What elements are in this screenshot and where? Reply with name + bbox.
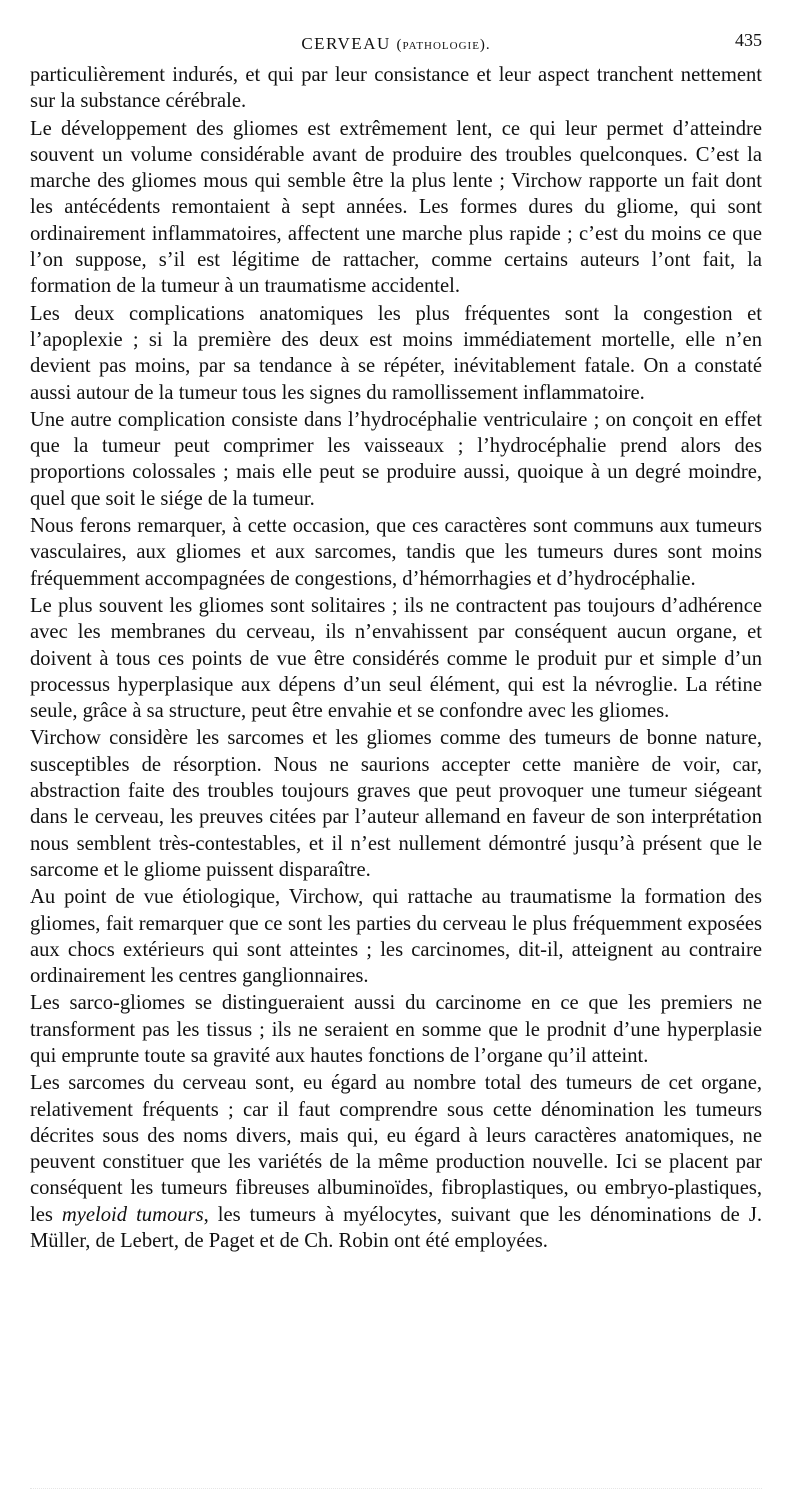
paragraph: Virchow considère les sarcomes et les gliomes comme des tumeurs de bonne nature, susceptibles de résorption. Nous ne saurions accepter cette manière de voir, car, abstraction faite des troubles toujours graves que peut provoquer une tumeur siégeant dans le cerveau, les preuves citées par l’auteur allemand en faveur de son interprétation nous semblent très-contestables, et il n’est nullement démontré jusqu’à présent que le sarcome et le gliome puissent disparaître.	[30, 727, 762, 881]
paragraph: Au point de vue étiologique, Virchow, qui rattache au traumatisme la formation des gliomes, fait remarquer que ce sont les parties du cerveau le plus fréquemment exposées aux chocs extérieurs qui sont atteintes ; les carcinomes, dit-il, atteignent au contraire ordinairement les centres ganglionnaires.	[30, 886, 762, 988]
paragraph-text: Les sarcomes du cerveau sont, eu égard au nombre total des tumeurs de cet organe, relativement fréquents ; car il faut comprendre sous cette dénomination les tumeurs décrites sous des noms divers, mais qui, eu égard à leurs caractères anatomiques, ne peuvent constituer que les variétés de la même production nouvelle. Ici se placent par conséquent les tumeurs fibreuses albuminoïdes, fibroplastiques, ou embryo-plastiques, les	[30, 1072, 762, 1226]
body-text	[30, 62, 762, 1254]
paragraph: Nous ferons remarquer, à cette occasion, que ces caractères sont communs aux tumeurs vasculaires, aux gliomes et aux sarcomes, tandis que les tumeurs dures sont moins fréquemment accompagnées de congestions, d’hémorrhagies et d’hydrocéphalie.	[30, 515, 762, 590]
paragraph: particulièrement indurés, et qui par leur consistance et leur aspect tranchent nettement sur la substance cérébrale.	[30, 64, 762, 113]
running-title-main: CERVEAU	[301, 34, 391, 53]
running-title	[30, 34, 762, 54]
paragraph: Le développement des gliomes est extrêmement lent, ce qui leur permet d’atteindre souvent un volume considérable avant de produire des troubles quelconques. C’est la marche des gliomes mous qui semble être la plus lente ; Virchow rapporte un fait dont les antécédents remontaient à sept années. Les formes dures du gliome, qui sont ordinairement inflammatoires, affectent une marche plus rapide ; c’est du moins ce que l’on suppose, s’il est légitime de rattacher, comme certains auteurs l’ont fait, la formation de la tumeur à un traumatisme accidentel.	[30, 117, 762, 298]
running-title-sub: (pathologie).	[396, 37, 491, 53]
paragraph-last	[30, 1070, 762, 1254]
paragraph-text: , les tumeurs à myélocytes, suivant que les dénominations de J. Müller, de Lebert, de Paget et de Ch. Robin ont été employées.	[30, 1203, 762, 1253]
page	[30, 28, 762, 1254]
paragraph: Les sarco-gliomes se distingueraient aussi du carcinome en ce que les premiers ne transforment pas les tissus ; ils ne seraient en somme que le prodnit d’une hyperplasie qui emprunte toute sa gravité aux hautes fonctions de l’organe qu’il atteint.	[30, 992, 762, 1067]
page-number: 435	[735, 30, 762, 50]
paragraph: Le plus souvent les gliomes sont solitaires ; ils ne contractent pas toujours d’adhérence avec les membranes du cerveau, ils n’envahissent par conséquent aucun organe, et doivent à tous ces points de vue être considérés comme le produit pur et simple d’un processus hyperplasique aux dépens d’un seul élément, qui est la névroglie. La rétine seule, grâce à sa structure, peut être envahie et se confondre avec les gliomes.	[30, 594, 762, 723]
footer-rule	[30, 1488, 762, 1491]
paragraph: Une autre complication consiste dans l’hydrocéphalie ventriculaire ; on conçoit en effet que la tumeur peut comprimer les vaisseaux ; l’hydrocéphalie prend alors des proportions colossales ; mais elle peut se produire aussi, quoique à un degré moindre, quel que soit le siége de la tumeur.	[30, 408, 762, 510]
italic-term: myeloid tumours	[61, 1203, 204, 1226]
paragraph: Les deux complications anatomiques les plus fréquentes sont la congestion et l’apoplexie ; si la première des deux est moins immédiatement mortelle, elle n’en devient pas moins, par sa tendance à se répéter, inévitablement fatale. On a constaté aussi autour de la tumeur tous les signes du ramollissement inflammatoire.	[30, 302, 762, 404]
running-header	[30, 28, 762, 62]
